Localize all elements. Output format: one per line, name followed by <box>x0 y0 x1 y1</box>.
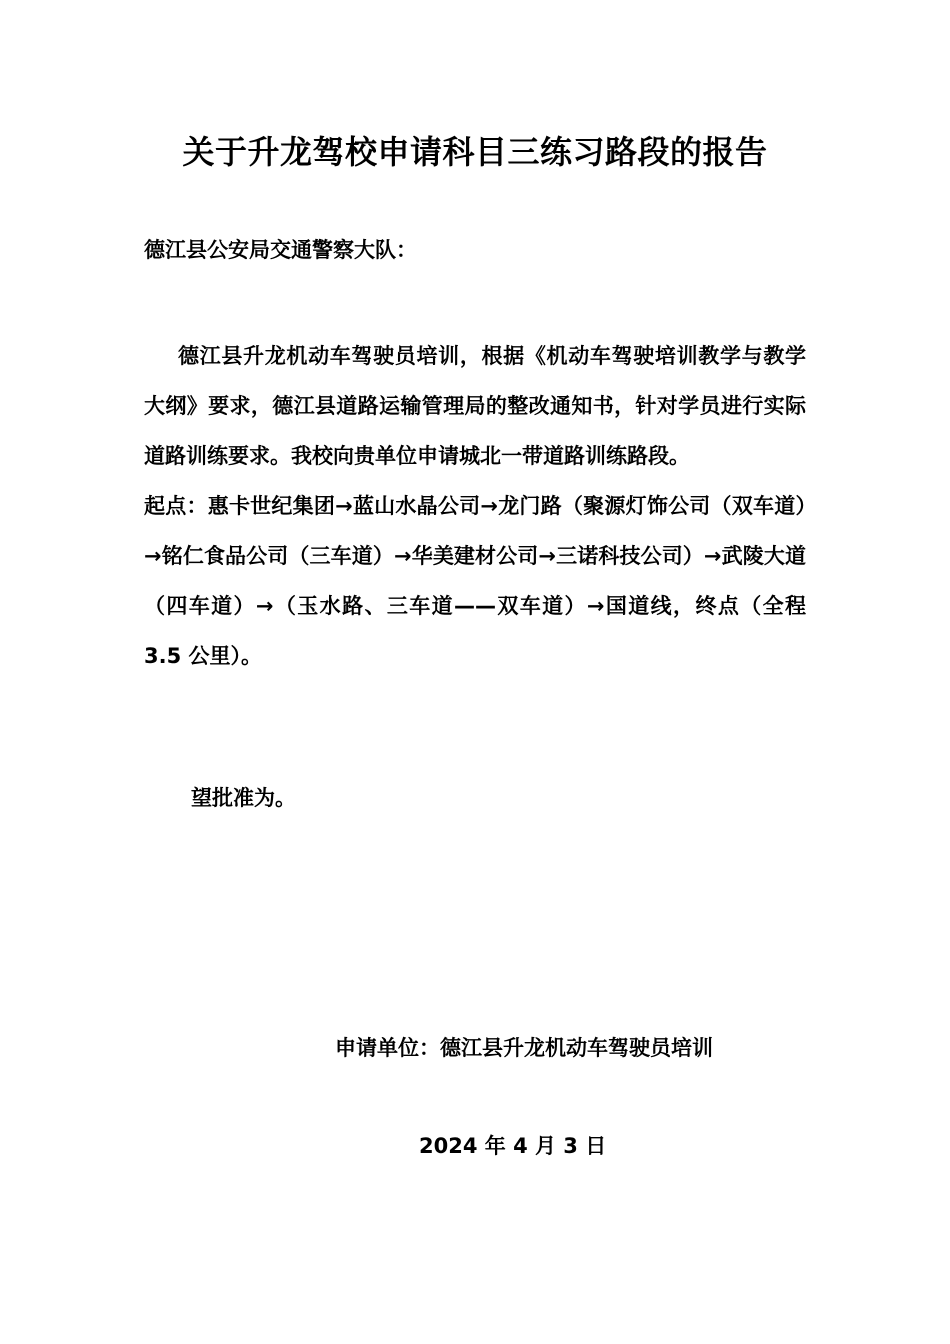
salutation: 德江县公安局交通警察大队： <box>144 238 417 262</box>
main-paragraph: 德江县升龙机动车驾驶员培训，根据《机动车驾驶培训教学与教学大纲》要求，德江县道路运输管理局的整改通知书，针对学员进行实际道路训练要求。我校向贵单位申请城北一带道路训练路段。 <box>144 344 806 468</box>
document-body <box>144 331 806 681</box>
applicant-signature: 申请单位：德江县升龙机动车驾驶员培训 <box>335 1036 713 1060</box>
route-paragraph: 起点：惠卡世纪集团→蓝山水晶公司→龙门路（聚源灯饰公司（双车道）→铭仁食品公司（三车道）→华美建材公司→三诺科技公司）→武陵大道（四车道）→（玉水路、三车道——双车道）→国道线，终点（全程 3.5 公里）。 <box>144 494 806 668</box>
document-date: 2024 年 4 月 3 日 <box>419 1134 607 1158</box>
closing-line: 望批准为。 <box>191 786 296 810</box>
document-title: 关于升龙驾校申请科目三练习路段的报告 <box>182 133 768 171</box>
